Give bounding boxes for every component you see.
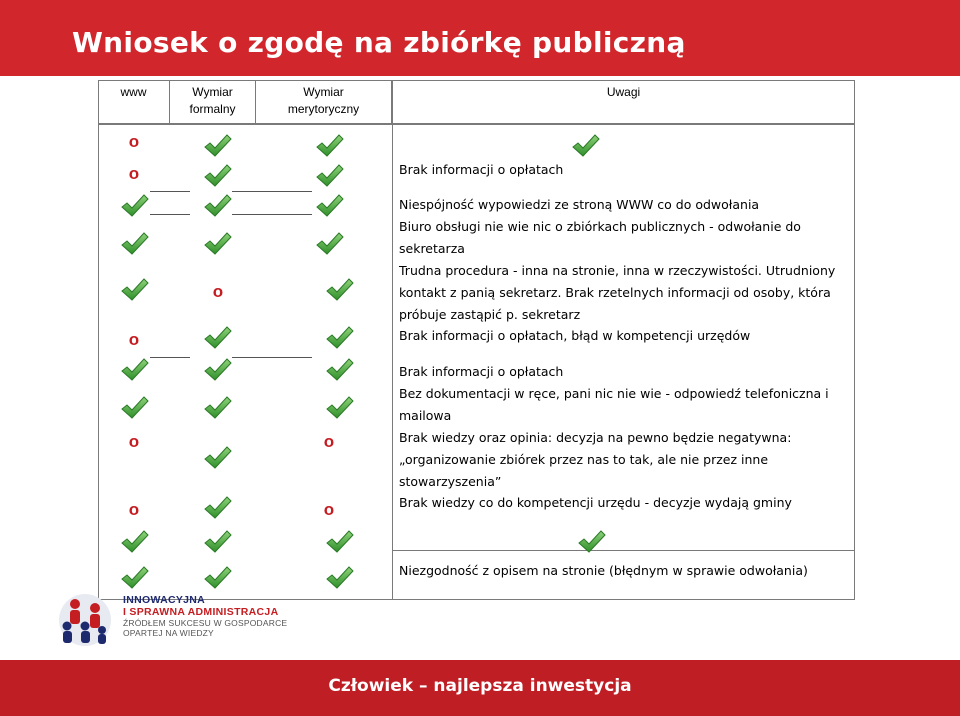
- logo-line-1: INNOWACYJNA: [123, 594, 206, 606]
- last-row-divider: [392, 550, 855, 551]
- check-icon: [316, 232, 344, 256]
- row-separator: [232, 214, 312, 215]
- check-icon: [578, 530, 606, 554]
- check-icon: [572, 134, 600, 158]
- notes-column-divider: [392, 80, 393, 600]
- o-mark: o: [128, 132, 140, 151]
- note-text: Trudna procedura - inna na stronie, inna w rzeczywistości. Utrudniony kontakt z panią sekretarz. Brak rzetelnych informacji od osoby, która próbuje zastąpić p. sekretarz: [399, 263, 836, 322]
- check-icon: [204, 566, 232, 590]
- check-icon: [326, 530, 354, 554]
- check-icon: [204, 326, 232, 350]
- check-icon: [204, 496, 232, 520]
- check-icon: [204, 530, 232, 554]
- header-formal: Wymiar formalny: [170, 80, 256, 124]
- row-separator: [232, 191, 312, 192]
- o-mark: o: [128, 432, 140, 451]
- check-icon: [121, 194, 149, 218]
- check-icon: [204, 134, 232, 158]
- note-text: Brak wiedzy oraz opinia: decyzja na pewno będzie negatywna: „organizowanie zbiórek przez nas to tak, ale nie przez inne stowarzyszenia”: [399, 430, 792, 489]
- check-icon: [326, 326, 354, 350]
- o-mark: o: [323, 432, 335, 451]
- check-icon: [204, 396, 232, 420]
- header-www: www: [98, 80, 170, 124]
- header-divider: [98, 124, 855, 125]
- header-notes: Uwagi: [392, 80, 855, 124]
- footer-slogan: Człowiek – najlepsza inwestycja: [328, 676, 632, 696]
- check-icon: [326, 566, 354, 590]
- check-icon: [326, 358, 354, 382]
- note-text: Brak informacji o opłatach: [399, 162, 564, 177]
- check-icon: [121, 232, 149, 256]
- note-text: Niespójność wypowiedzi ze stroną WWW co do odwołania: [399, 197, 760, 212]
- logo-figures-icon: [55, 592, 115, 648]
- check-icon: [326, 396, 354, 420]
- note-text: Biuro obsługi nie wie nic o zbiórkach publicznych - odwołanie do sekretarza: [399, 219, 801, 256]
- check-icon: [204, 164, 232, 188]
- row-separator: [150, 214, 190, 215]
- table-header-row: [98, 80, 855, 124]
- check-icon: [204, 358, 232, 382]
- note-text: Brak informacji o opłatach: [399, 364, 564, 379]
- check-icon: [121, 278, 149, 302]
- logo-line-3: ŹRÓDŁEM SUKCESU W GOSPODARCE: [123, 618, 288, 628]
- title-bar: [0, 0, 960, 76]
- logo-line-2: I SPRAWNA ADMINISTRACJA: [123, 606, 279, 618]
- note-text: Bez dokumentacji w ręce, pani nic nie wie - odpowiedź telefoniczna i mailowa: [399, 386, 829, 423]
- note-text: Niezgodność z opisem na stronie (błędnym w sprawie odwołania): [399, 563, 808, 578]
- check-icon: [316, 194, 344, 218]
- o-mark: o: [128, 500, 140, 519]
- row-separator: [232, 357, 312, 358]
- o-mark: o: [212, 282, 224, 301]
- check-icon: [316, 164, 344, 188]
- row-separator: [150, 191, 190, 192]
- check-icon: [316, 134, 344, 158]
- logo-line-4: OPARTEJ NA WIEDZY: [123, 628, 214, 638]
- program-logo: [55, 592, 295, 652]
- check-icon: [326, 278, 354, 302]
- header-merit: Wymiar merytoryczny: [256, 80, 392, 124]
- check-icon: [204, 232, 232, 256]
- check-icon: [204, 446, 232, 470]
- o-mark: o: [323, 500, 335, 519]
- note-text: Brak wiedzy co do kompetencji urzędu - decyzje wydają gminy: [399, 495, 792, 510]
- check-icon: [121, 530, 149, 554]
- check-icon: [121, 396, 149, 420]
- footer-bar: [0, 660, 960, 716]
- o-mark: o: [128, 330, 140, 349]
- check-icon: [121, 566, 149, 590]
- check-icon: [121, 358, 149, 382]
- note-text: Brak informacji o opłatach, błąd w kompetencji urzędów: [399, 328, 751, 343]
- check-icon: [204, 194, 232, 218]
- row-separator: [150, 357, 190, 358]
- o-mark: o: [128, 164, 140, 183]
- page-title: Wniosek o zgodę na zbiórkę publiczną: [72, 26, 686, 59]
